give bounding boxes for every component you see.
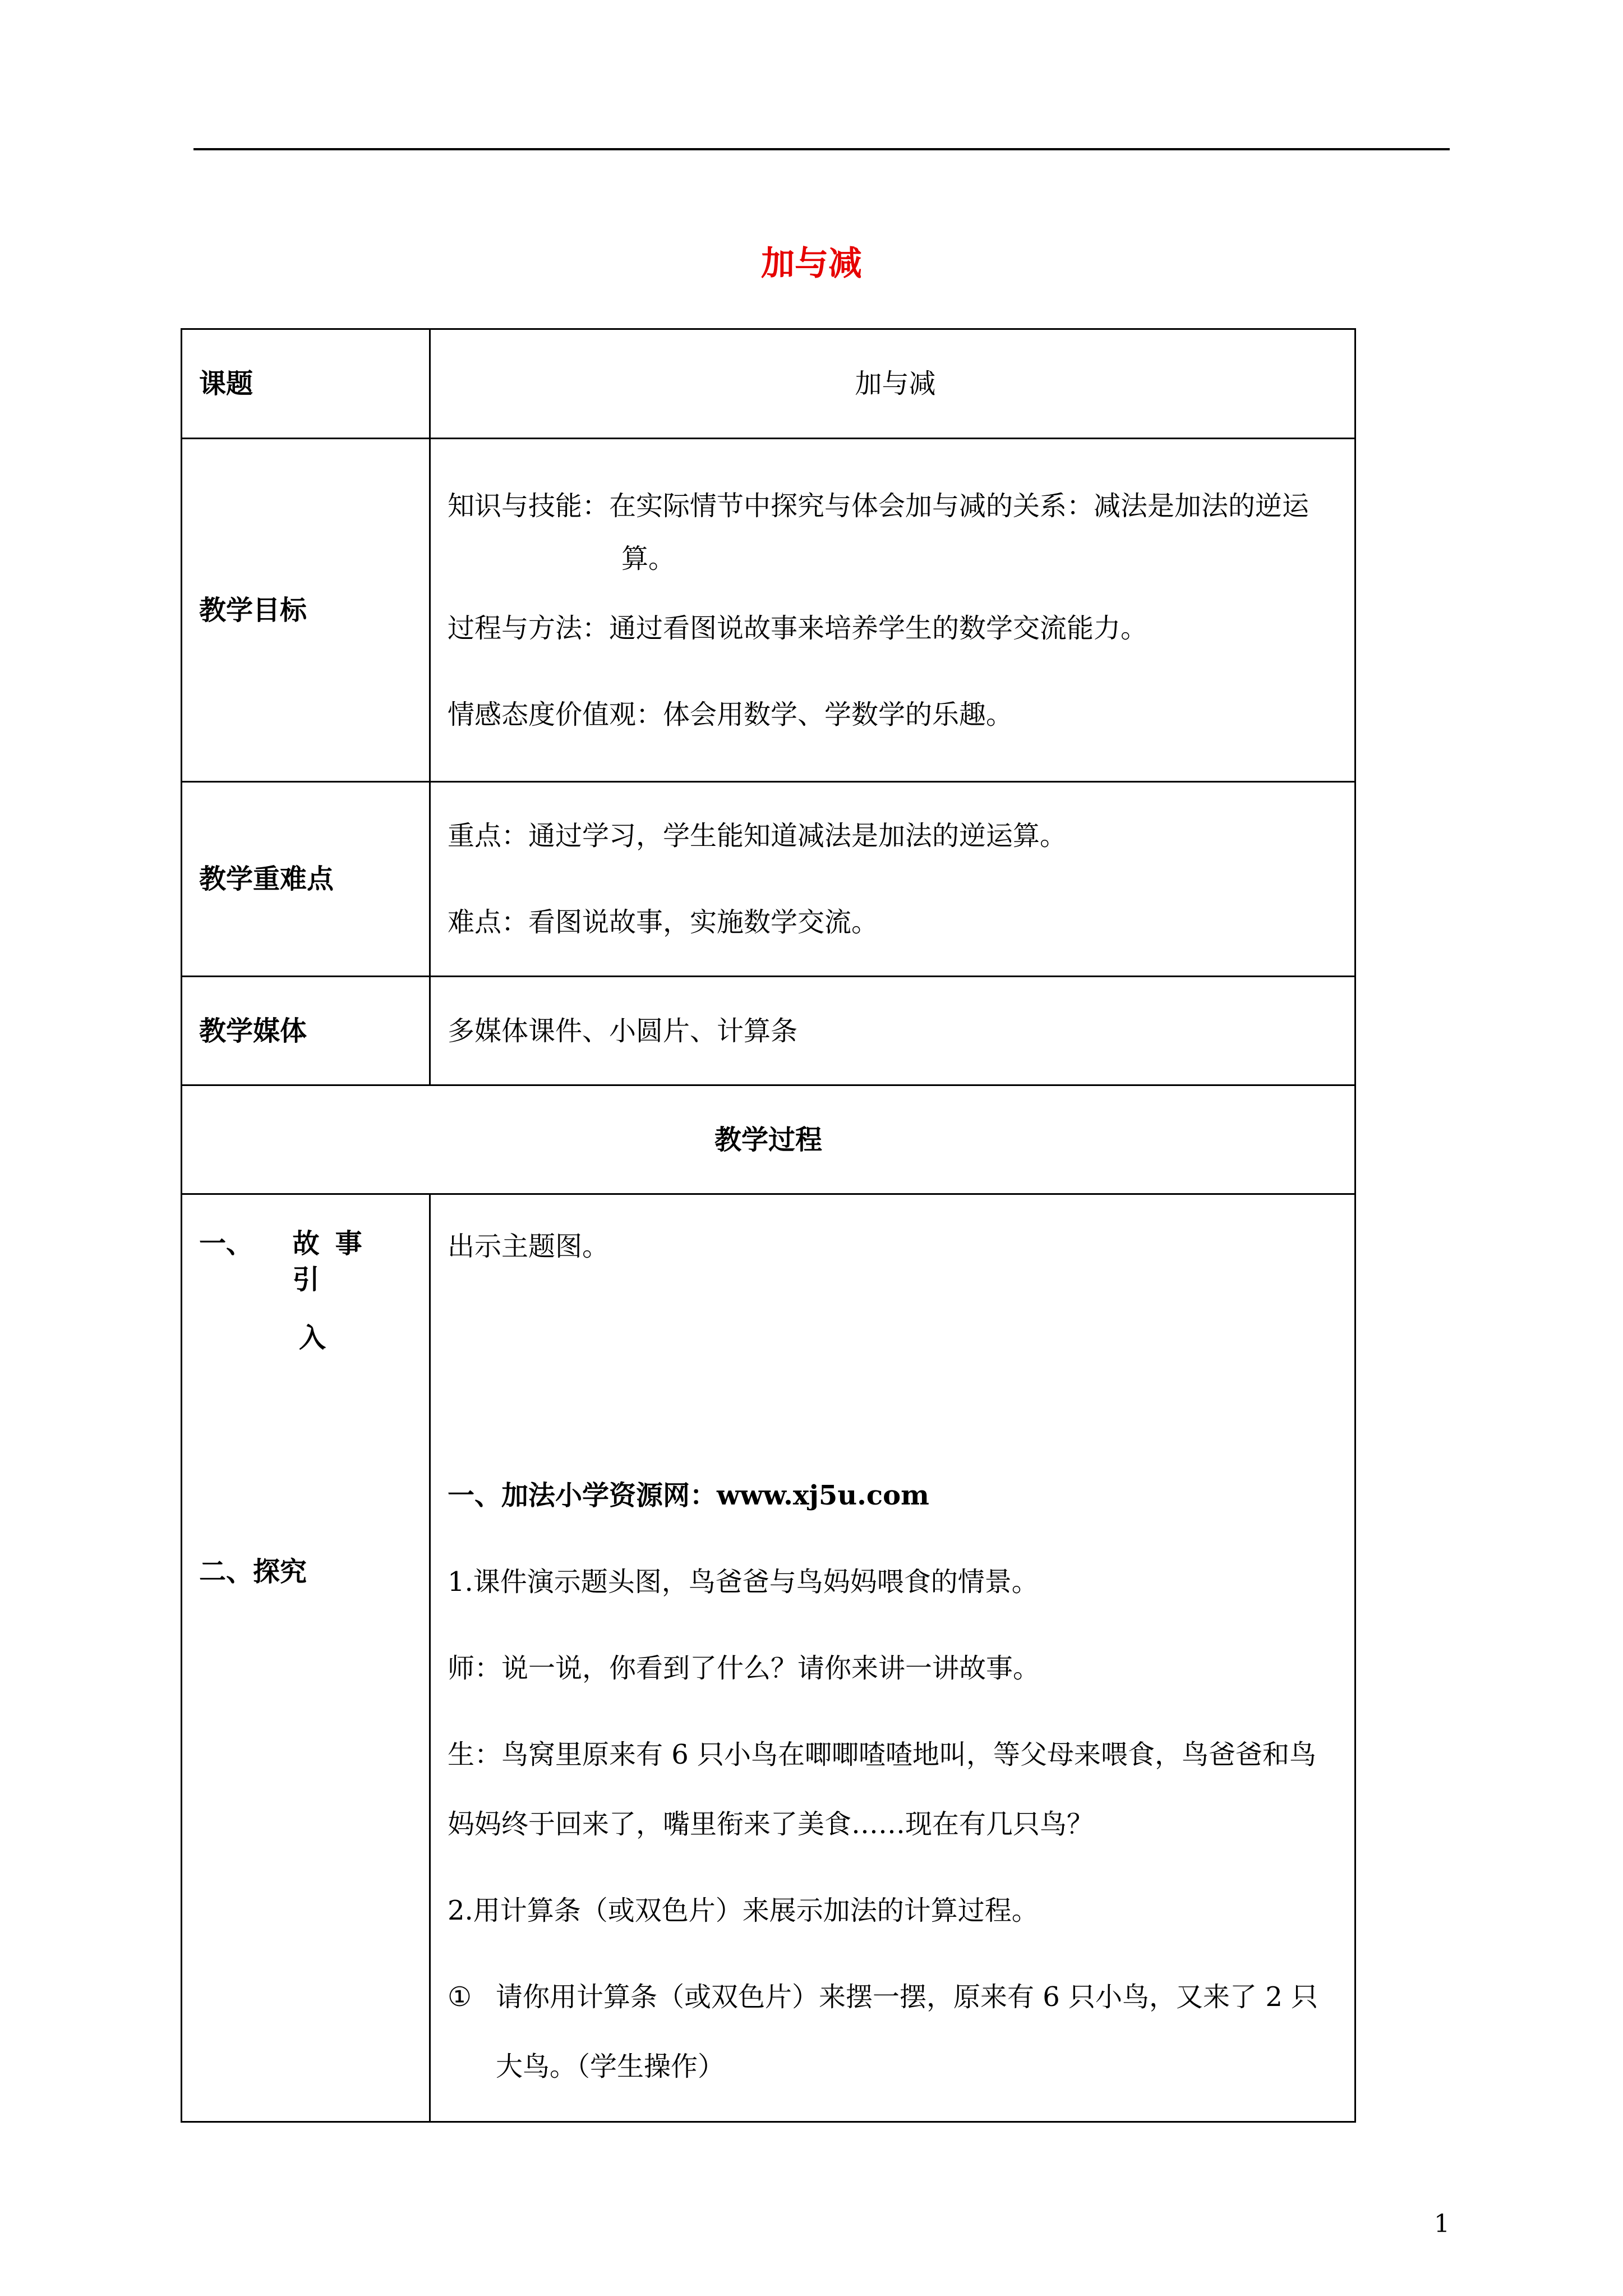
table-row-process [182,1194,1355,2122]
key-points-label: 教学重难点 [182,782,430,977]
topic-label: 课题 [182,329,430,439]
show-picture-text: 出示主题图。 [448,1231,610,1262]
objectives-label: 教学目标 [182,439,430,782]
media-value: 多媒体课件、小圆片、计算条 [430,977,1355,1085]
process-header: 教学过程 [182,1085,1355,1194]
media-label: 教学媒体 [182,977,430,1085]
circled-number-mark: ① [448,1981,472,2013]
lesson-plan-table [181,328,1356,2123]
topic-value: 加与减 [430,329,1355,439]
process-item-1: 1.课件演示题头图，鸟爸爸与鸟妈妈喂食的情景。 [448,1566,1039,1598]
process-content-cell [430,1194,1355,2122]
objective-knowledge-line1: 知识与技能：在实际情节中探究与体会加与减的关系：减法是加法的逆运 [448,490,1310,522]
process-item-2: 2.用计算条（或双色片）来展示加法的计算过程。 [448,1895,1039,1926]
step1-name-line2: 入 [299,1322,326,1354]
key-point: 重点：通过学习，学生能知道减法是加法的逆运算。 [448,820,1067,852]
circled-item-line1: 请你用计算条（或双色片）来摆一摆，原来有 6 只小鸟，又来了 2 只 [496,1981,1318,2013]
student-line2: 妈妈终于回来了，嘴里衔来了美食……现在有几只鸟？ [448,1809,1094,1840]
document-title: 加与减 [761,244,862,283]
addition-heading: 一、加法小学资源网：www.xj5u.com [448,1480,929,1511]
teacher-line: 师：说一说，你看到了什么？请你来讲一讲故事。 [448,1653,1040,1684]
page-number: 1 [1434,2210,1450,2238]
table-row-objectives [182,439,1355,782]
table-row-process-header [182,1085,1355,1194]
difficulty-point: 难点：看图说故事，实施数学交流。 [448,907,879,938]
circled-item-line2: 大鸟。（学生操作） [496,2051,725,2082]
step2-label: 二、探究 [199,1556,307,1588]
objective-process: 过程与方法：通过看图说故事来培养学生的数学交流能力。 [448,612,1148,644]
student-line1: 生：鸟窝里原来有 6 只小鸟在唧唧喳喳地叫，等父母来喂食，鸟爸爸和鸟 [448,1739,1317,1770]
key-points-cell [430,782,1355,977]
objective-knowledge-line2: 算。 [621,542,676,574]
objectives-cell [430,439,1355,782]
process-steps-cell [182,1194,430,2122]
table-row-key-points [182,782,1355,977]
objective-emotion: 情感态度价值观：体会用数学、学数学的乐趣。 [448,698,1013,730]
step1-name-line1: 故事引 [292,1228,378,1295]
table-row-media [182,977,1355,1085]
step1-number: 一、 [199,1228,253,1259]
table-row-topic [182,329,1355,439]
header-rule [193,148,1450,150]
